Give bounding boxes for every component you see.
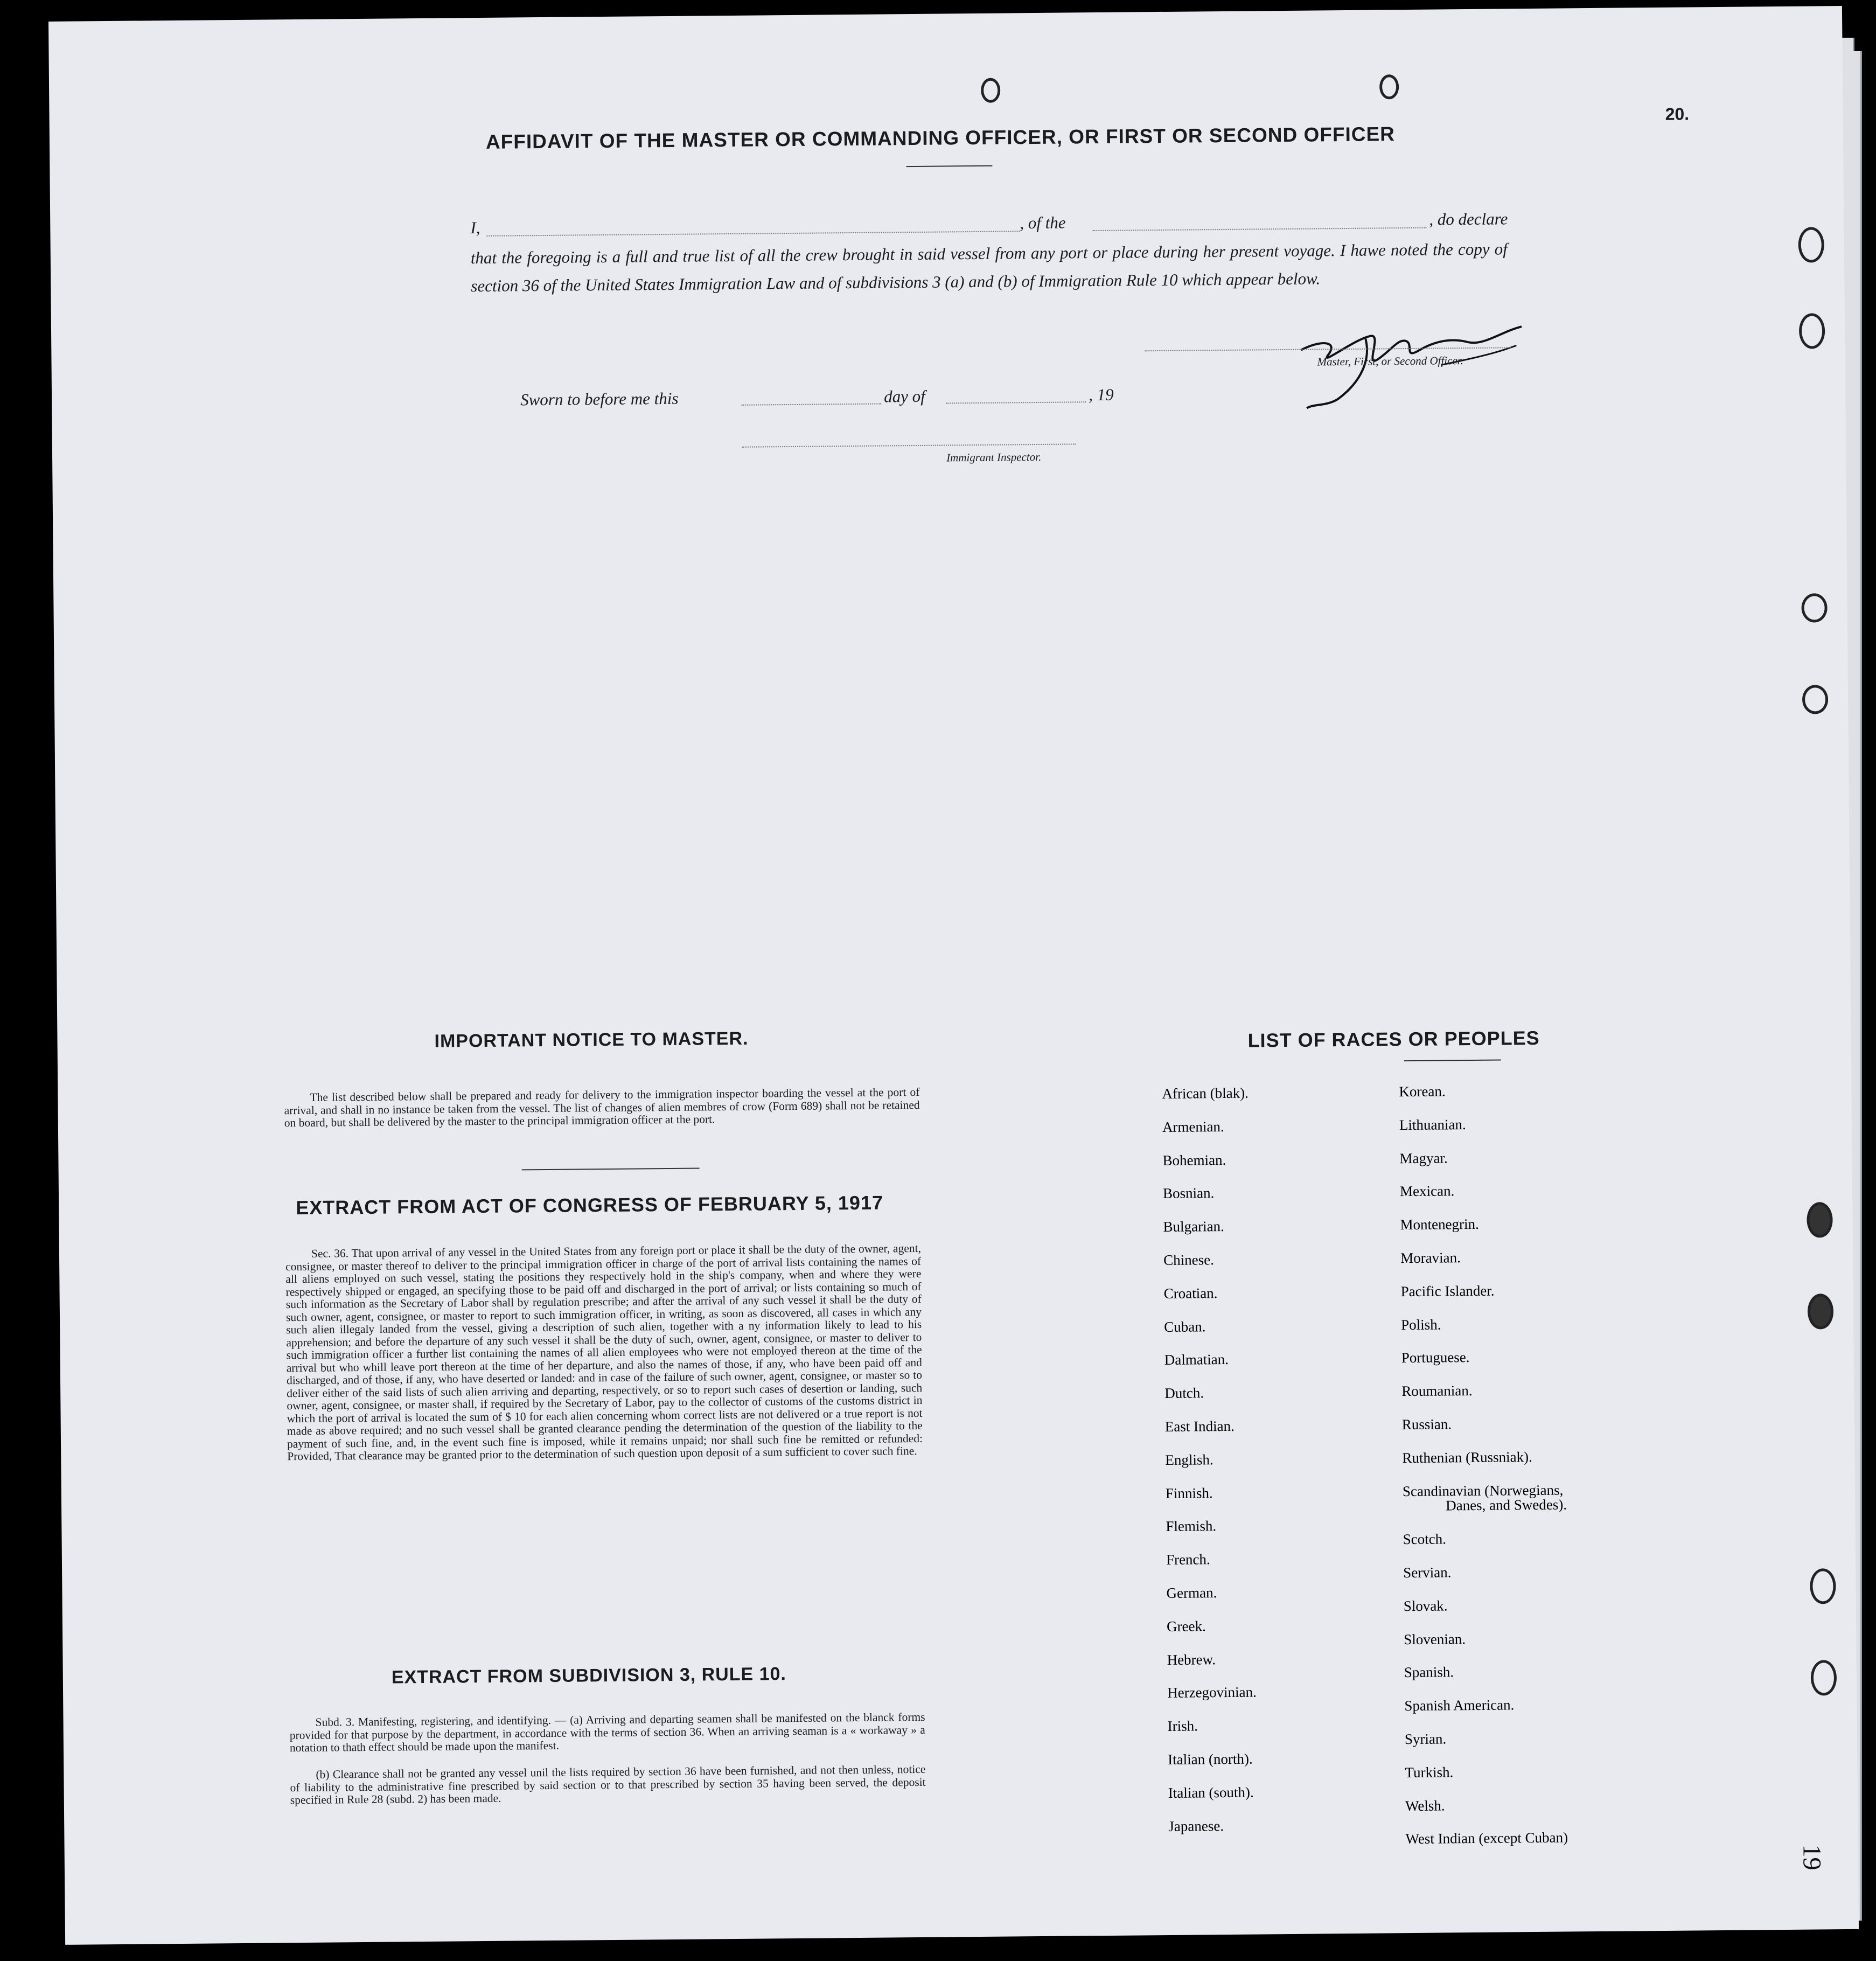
race-item: Finnish. <box>1165 1484 1213 1501</box>
divider <box>1404 1060 1501 1062</box>
extract-act-title: EXTRACT FROM ACT OF CONGRESS OF FEBRUARY 5, 1917 <box>296 1191 884 1219</box>
race-item: Mexican. <box>1399 1183 1455 1200</box>
race-item: Lithuanian. <box>1399 1116 1466 1133</box>
manifest-page <box>48 6 1859 1945</box>
race-item: Portuguese. <box>1401 1349 1470 1366</box>
notice-text: The list described below shall be prepared and ready for delivery to the immigration inspector boarding the vessel at the port of arrival, and shall in no instance be taken from the vessel. The list of changes of alien membres of crow (Form 689) shall not be retained on board, but shall be delivered by the master to the principal immigration officer at the port. <box>284 1085 920 1130</box>
extract-rule-title: EXTRACT FROM SUBDIVISION 3, RULE 10. <box>391 1664 787 1688</box>
binder-hole <box>1798 227 1824 262</box>
affidavit-line1-mid: , of the <box>1020 213 1066 233</box>
affidavit-line1-end: , do declare <box>1429 209 1508 229</box>
race-item: Montenegrin. <box>1400 1216 1479 1233</box>
corner-mark: 20. <box>1665 104 1690 124</box>
divider <box>522 1168 700 1171</box>
name-fill-line <box>486 231 1020 237</box>
sworn-month-line <box>946 401 1086 404</box>
race-item: Syrian. <box>1404 1730 1447 1748</box>
race-item: Russian. <box>1401 1416 1452 1433</box>
race-item: Turkish. <box>1405 1764 1454 1781</box>
binder-hole <box>1807 1202 1833 1237</box>
binder-hole <box>1802 685 1828 714</box>
race-item: Italian (north). <box>1168 1750 1253 1768</box>
race-item: Japanese. <box>1168 1817 1224 1834</box>
races-title: LIST OF RACES OR PEOPLES <box>1247 1026 1540 1052</box>
race-item: Danes, and Swedes). <box>1446 1496 1567 1514</box>
race-item: Korean. <box>1399 1083 1446 1100</box>
signer-caption: Master, First, or Second Officer. <box>1317 354 1463 368</box>
extract-rule-para-a: Subd. 3. Manifesting, registering, and identifying. — (a) Arriving and departing seamen shall be manifested on the blanck forms provided for that purpose by the department, in accordance with the terms of section 36. When an arriving seaman is a « workaway » a notation to thath effect should be made upon the manifest. <box>289 1710 925 1755</box>
race-item: Bohemian. <box>1162 1151 1226 1169</box>
race-item: Hebrew. <box>1167 1651 1216 1668</box>
race-item: French. <box>1166 1551 1210 1568</box>
punch-hole <box>981 78 1000 103</box>
race-item: Magyar. <box>1399 1150 1448 1166</box>
race-item: Welsh. <box>1405 1797 1445 1814</box>
race-item: West Indian (except Cuban) <box>1405 1829 1568 1847</box>
vessel-fill-line <box>1092 227 1426 231</box>
race-item: Servian. <box>1403 1564 1452 1581</box>
race-item: Irish. <box>1167 1717 1198 1735</box>
race-item: East Indian. <box>1164 1417 1235 1435</box>
affidavit-line1-start: I, <box>470 218 480 238</box>
sworn-day: day of <box>883 386 925 406</box>
race-item: Scotch. <box>1403 1531 1447 1548</box>
race-item: Moravian. <box>1400 1249 1461 1267</box>
race-item: Greek. <box>1166 1618 1206 1635</box>
race-item: Pacific Islander. <box>1400 1282 1495 1299</box>
binder-hole <box>1811 1660 1837 1695</box>
race-item: Spanish American. <box>1404 1696 1515 1714</box>
race-item: Polish. <box>1401 1316 1441 1333</box>
binder-hole <box>1810 1568 1836 1604</box>
inspector-caption: Immigrant Inspector. <box>946 450 1042 464</box>
extract-act-text: Sec. 36. That upon arrival of any vessel in the United States from any foreign port or place it shall be the duty of the owner, agent, consignee, or master thereof to deliver to the principal immigration officer in charge of the port of arrival lists containing the names of all aliens employed on such vessel, stating the positions they respectively hold in the ship's company, when and where they were respectively shipped or engaged, an specifying those to be paid off and discharged in the port of arrival; or lists containing so much of such information as the Secretary of Labor shall by regulation prescribe; and after the arrival of any such vessel it shall be the duty of such owner, agent, consignee, or master to report to such immigration officer, in writing, as soon as discovered, all cases in which any such alien illegaly landed from the vessel, giving a description of such alien, together with a ny information likely to lead to his apprehension; and before the departure of any such vessel it shall be the duty of such, owner, agent, consignee, or master to deliver to such immigration officer a further list containing the names of all alien employees who were not employed thereon at the time of the arrival but who whill leave port thereon at the time of her departure, and also the names of those, if any, who have been paid off and discharged, and of those, if any, who have deserted or landed: and in case of the failure of such owner, agent, consignee, or master so to deliver either of the said lists of such alien arriving and departing, respectively, or so to report such cases of desertion or landing, such owner, agent, consignee, or master shall, if required by the Secretary of Labor, pay to the collector of customs of the customs district in which the port of arrival is located the sum of $ 10 for each alien concerning whom correct lists are not delivered or a true report is not made as above required; and no such vessel shall be granted clearance pending the determination of the question of the liability to the payment of such fine, and, in the event such fine is imposed, while it remains unpaid; nor shall such fine be remitted or refunded: Provided, That clearance may be granted prior to the determination of such question upon deposit of a sum sufficient to cover such fine. <box>285 1241 923 1463</box>
inspector-line <box>742 443 1076 447</box>
affidavit-body: that the foregoing is a full and true list of all the crew brought in said vessel from any port or place during her present voyage. I hawe noted the copy of section 36 of the United States Immigration Law and of subdivisions 3 (a) and (b) of Immigration Rule 10 which appear below. <box>470 239 1508 296</box>
race-item: Bosnian. <box>1162 1185 1215 1202</box>
race-item: Armenian. <box>1162 1118 1224 1135</box>
race-item: Spanish. <box>1404 1664 1454 1681</box>
race-item: Italian (south). <box>1168 1784 1254 1801</box>
race-item: Ruthenian (Russniak). <box>1402 1448 1532 1466</box>
race-item: Slovenian. <box>1404 1630 1466 1647</box>
race-item: Croatian. <box>1163 1284 1218 1302</box>
binder-hole <box>1808 1294 1834 1329</box>
race-item: Cuban. <box>1164 1318 1206 1335</box>
sworn-prefix: Sworn to before me this <box>520 388 679 409</box>
race-item: Chinese. <box>1163 1251 1215 1269</box>
extract-rule-para-b: (b) Clearance shall not be granted any vessel unil the lists required by section 36 have been furnished, and not then unless, notice of liability to the administrative fine prescribed by said section or to that prescribed by section 35 having been served, the deposit specified in Rule 28 (subd. 2) has been made. <box>290 1762 926 1807</box>
race-item: Dutch. <box>1164 1385 1204 1402</box>
sworn-year: , 19 <box>1088 385 1114 405</box>
divider <box>906 165 992 167</box>
race-item: English. <box>1165 1451 1214 1468</box>
punch-hole <box>1379 74 1399 99</box>
race-item: African (blak). <box>1162 1084 1249 1102</box>
race-item: Roumanian. <box>1401 1382 1473 1400</box>
race-item: Herzegovinian. <box>1167 1684 1257 1701</box>
sworn-date-line <box>741 404 881 406</box>
margin-number: 19 <box>1797 1844 1826 1870</box>
affidavit-title: AFFIDAVIT OF THE MASTER OR COMMANDING OFFICER, OR FIRST OR SECOND OFFICER <box>485 123 1396 153</box>
binder-hole <box>1801 593 1827 622</box>
race-item: German. <box>1166 1584 1217 1601</box>
notice-title: IMPORTANT NOTICE TO MASTER. <box>434 1028 749 1052</box>
binder-hole <box>1799 313 1825 349</box>
race-item: Scandinavian (Norwegians, <box>1402 1482 1564 1499</box>
race-item: Flemish. <box>1166 1518 1217 1535</box>
race-item: Bulgarian. <box>1163 1218 1224 1235</box>
race-item: Slovak. <box>1403 1597 1448 1614</box>
race-item: Dalmatian. <box>1164 1351 1229 1368</box>
